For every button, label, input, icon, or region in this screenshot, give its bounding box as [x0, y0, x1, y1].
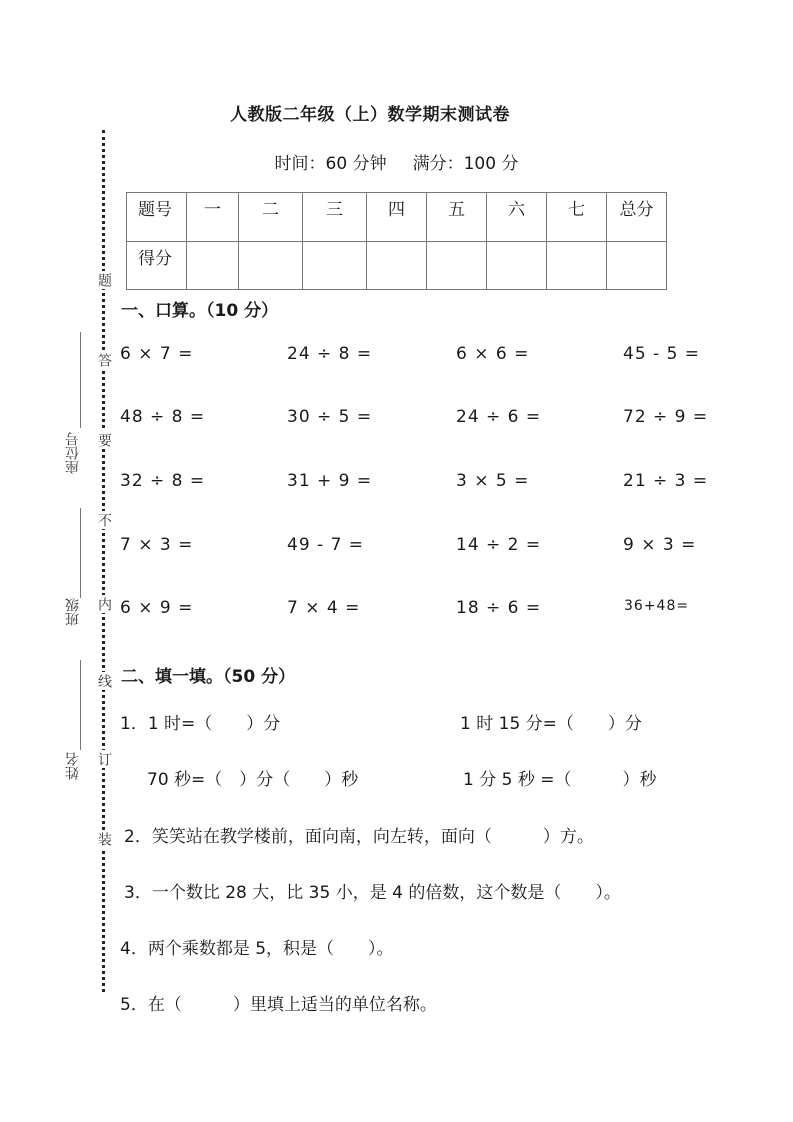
score-cell[interactable]	[367, 242, 427, 290]
seat-number-label: 座位号	[65, 432, 81, 474]
binding-char: 内	[96, 597, 112, 611]
binding-char: 订	[96, 752, 112, 766]
binding-char: 线	[96, 674, 112, 688]
name-label: 姓名	[65, 752, 81, 780]
seat-number-line[interactable]	[80, 332, 81, 428]
time-limit: 时间：60 分钟	[274, 154, 387, 174]
calc-item: 24 ÷ 8 =	[287, 344, 373, 364]
calc-item: 6 × 9 =	[120, 598, 194, 618]
calc-item: 72 ÷ 9 =	[623, 407, 709, 427]
table-cell: 三	[303, 193, 367, 242]
binding-char: 不	[96, 513, 112, 527]
score-table-score-row	[127, 242, 667, 290]
binding-char: 答	[96, 353, 112, 367]
calc-item: 6 × 7 =	[120, 344, 194, 364]
calc-item: 45 - 5 =	[623, 344, 701, 364]
calc-item: 48 ÷ 8 =	[120, 407, 206, 427]
calc-item: 14 ÷ 2 =	[456, 535, 542, 555]
binding-char: 题	[96, 273, 112, 287]
question-1a: 1．1 时=（ ）分	[120, 714, 281, 734]
score-cell[interactable]	[547, 242, 607, 290]
calc-item: 21 ÷ 3 =	[623, 471, 709, 491]
question-1c: 70 秒=（ ）分（ ）秒	[147, 770, 359, 790]
calc-item: 7 × 4 =	[287, 598, 361, 618]
score-cell[interactable]	[303, 242, 367, 290]
table-cell: 二	[239, 193, 303, 242]
score-cell[interactable]	[487, 242, 547, 290]
calc-item: 36+48=	[624, 598, 690, 614]
calc-item: 31 + 9 =	[287, 471, 373, 491]
score-table-header-row	[127, 193, 667, 242]
question-2: 2．笑笑站在教学楼前，面向南，向左转，面向（ ）方。	[124, 827, 594, 847]
binding-char: 装	[96, 832, 112, 846]
calc-item: 3 × 5 =	[456, 471, 530, 491]
question-4: 4．两个乘数都是 5，积是（ ）。	[120, 939, 394, 959]
calc-item: 32 ÷ 8 =	[120, 471, 206, 491]
class-label: 班级	[65, 598, 81, 626]
full-score: 满分：100 分	[412, 154, 519, 174]
table-cell: 五	[427, 193, 487, 242]
calc-item: 24 ÷ 6 =	[456, 407, 542, 427]
question-1d: 1 分 5 秒 =（ ）秒	[463, 770, 657, 790]
score-cell[interactable]	[239, 242, 303, 290]
binding-dotted-line	[102, 130, 105, 992]
calc-item: 49 - 7 =	[287, 535, 365, 555]
table-cell: 四	[367, 193, 427, 242]
calc-item: 30 ÷ 5 =	[287, 407, 373, 427]
score-table	[126, 192, 667, 290]
class-line[interactable]	[80, 508, 81, 598]
question-5: 5．在（ ）里填上适当的单位名称。	[120, 995, 437, 1015]
table-cell: 题号	[127, 193, 187, 242]
table-cell: 六	[487, 193, 547, 242]
page-title: 人教版二年级（上）数学期末测试卷	[230, 105, 510, 125]
question-1b: 1 时 15 分=（ ）分	[460, 714, 642, 734]
calc-item: 18 ÷ 6 =	[456, 598, 542, 618]
table-cell: 总分	[607, 193, 667, 242]
score-cell[interactable]	[607, 242, 667, 290]
calc-item: 7 × 3 =	[120, 535, 194, 555]
table-cell: 一	[187, 193, 239, 242]
calc-item: 6 × 6 =	[456, 344, 530, 364]
calc-item: 9 × 3 =	[623, 535, 697, 555]
name-line[interactable]	[80, 660, 81, 750]
question-3: 3．一个数比 28 大，比 35 小，是 4 的倍数，这个数是（ ）。	[124, 883, 621, 903]
score-cell[interactable]	[187, 242, 239, 290]
table-cell: 七	[547, 193, 607, 242]
table-cell: 得分	[127, 242, 187, 290]
section-2-heading: 二、填一填。（50 分）	[121, 667, 296, 687]
binding-char: 要	[96, 433, 112, 447]
score-cell[interactable]	[427, 242, 487, 290]
exam-info	[0, 149, 793, 174]
section-1-heading: 一、口算。（10 分）	[121, 301, 279, 321]
